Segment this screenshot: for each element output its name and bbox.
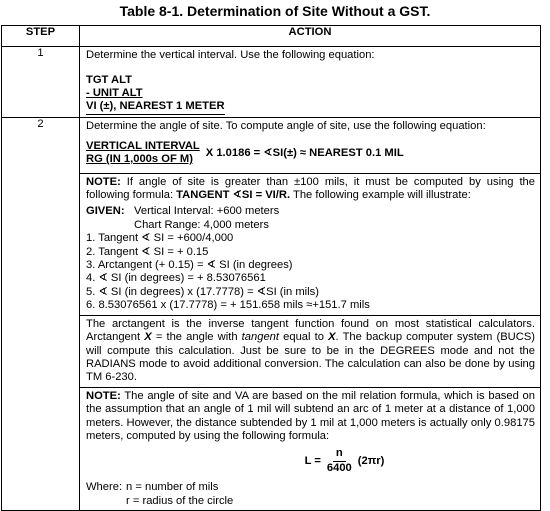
given-chart-range: Chart Range: 4,000 meters: [134, 218, 269, 231]
formula-numerator: VERTICAL INTERVAL: [86, 139, 200, 152]
note-text-2: The following example will illustrate:: [290, 189, 471, 202]
vertical-interval-formula: [86, 74, 535, 115]
where-n: n = number of mils: [126, 481, 219, 494]
variable-x: X: [328, 331, 336, 344]
tangent-formula: TANGENT ∢SI = VI/R.: [176, 189, 291, 202]
note-label: NOTE:: [86, 389, 121, 402]
note-tangent-block: [80, 173, 540, 315]
list-item: 2. Tangent ∢ SI = + 0.15: [86, 245, 209, 258]
table-caption: Table 8-1. Determination of Site Without a GST.: [119, 3, 431, 19]
given-vertical-interval: Vertical Interval: +600 meters: [134, 205, 280, 218]
formula-multiplier: X 1.0186 = ∢SI(±) ≈ NEAREST 0.1 MIL: [205, 146, 404, 159]
angle-of-site-formula: [86, 140, 535, 167]
site-determination-table: [1, 25, 541, 511]
tangent-word: tangent: [241, 331, 279, 344]
header-row: [2, 26, 541, 47]
variable-x: X: [144, 331, 152, 344]
list-item: 1. Tangent ∢ SI = +600/4,000: [86, 232, 234, 245]
formula-target-altitude: TGT ALT: [86, 74, 132, 87]
list-item: 3. Arctangent (+ 0.15) = ∢ SI (in degrees): [86, 259, 293, 272]
given-label: GIVEN:: [86, 205, 125, 218]
list-item: 4. ∢ SI (in degrees) = + 8.53076561: [86, 272, 266, 285]
formula-lhs: L =: [304, 454, 321, 467]
paragraph-text: equal to: [279, 331, 329, 344]
list-item: 6. 8.53076561 x (17.7778) = + 151.658 mils ≈+151.7 mils: [86, 299, 370, 312]
formula-den: 6400: [326, 461, 352, 474]
list-item: 5. ∢ SI (in degrees) x (17.7778) = ∢SI (in mils): [86, 285, 319, 298]
paragraph-text: . The backup computer system (BUCS) will compute this calculation. Just be sure to be in the DEGREES mode and not the RADIANS mode to avoid additional conversion. The calculation can also be done by using TM 6-230.: [86, 331, 536, 384]
table-row-step-1: [2, 47, 541, 118]
step-number-2: 2: [2, 118, 80, 511]
arc-length-formula: [154, 447, 535, 475]
table-row-step-2: [2, 118, 541, 511]
given-block: [86, 205, 535, 232]
note-text: If angle of site is greater than ±100 mils, it must be computed by using the following formula:: [86, 175, 535, 202]
step-number-1: 1: [2, 47, 80, 118]
where-label: Where:: [86, 481, 123, 494]
where-block: [86, 481, 535, 508]
step2-instruction: Determine the angle of site. To compute angle of site, use the following equation:: [86, 120, 486, 133]
note-text: The angle of site and VA are based on the mil relation formula, which is based on the assumption that an angle of 1 mil will subtend an arc of 1 meter at a distance of 1,000 meters. However, the distance subtended by 1 mil at 1,000 meters is actually only 0.98175 meters, computed by using the following formula:: [86, 389, 535, 442]
formula-unit-altitude: - UNIT ALT: [86, 87, 143, 100]
example-steps-list: [86, 232, 535, 312]
paragraph-text: The arctangent is the inverse tangent function found on most statistical calculators. Arctangent: [86, 317, 535, 344]
where-r: r = radius of the circle: [126, 494, 234, 507]
formula-rhs: (2πr): [357, 454, 385, 467]
action-column-header: ACTION: [80, 26, 541, 47]
step1-instruction: Determine the vertical interval. Use the following equation:: [86, 49, 375, 61]
formula-vi-result: VI (±), NEAREST 1 METER: [86, 100, 225, 115]
paragraph-text: = the angle with: [151, 331, 242, 344]
arctangent-paragraph: [80, 315, 540, 387]
formula-denominator: RG (IN 1,000s OF M): [86, 153, 193, 166]
note-label: NOTE:: [86, 175, 121, 188]
action-cell-2: [80, 118, 541, 511]
note-mil-relation-block: [80, 387, 540, 510]
action-cell-1: [80, 47, 541, 118]
formula-num: n: [333, 447, 346, 461]
step-column-header: STEP: [2, 26, 80, 47]
